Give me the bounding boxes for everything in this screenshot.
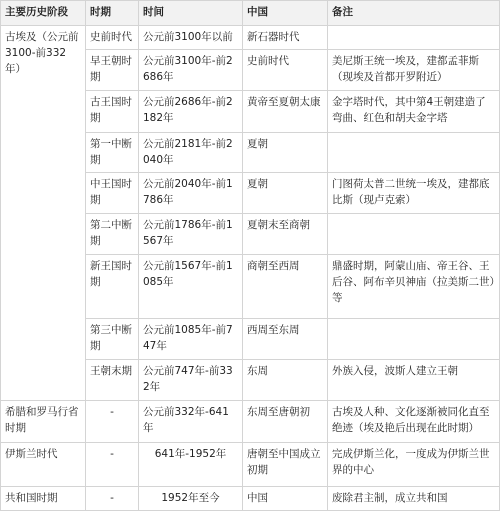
era-cell: 古埃及（公元前3100-前332年）: [1, 26, 86, 401]
period-cell: 早王朝时期: [86, 50, 139, 91]
period-cell: -: [86, 487, 139, 511]
time-cell: 公元前2040年-前1786年: [139, 173, 243, 214]
table-row: [1, 401, 500, 443]
era-cell: 伊斯兰时代: [1, 443, 86, 487]
period-cell: 史前时代: [86, 26, 139, 50]
period-cell: -: [86, 443, 139, 487]
era-cell: 希腊和罗马行省时期: [1, 401, 86, 443]
table-row: [1, 487, 500, 511]
time-cell: 公元前1786年-前1567年: [139, 214, 243, 255]
time-cell: 公元前3100年-前2686年: [139, 50, 243, 91]
time-cell: 公元前1085年-前747年: [139, 319, 243, 360]
china-cell: 中国: [243, 487, 328, 511]
header-note: 备注: [328, 1, 500, 26]
header-row: [1, 1, 500, 26]
period-cell: 王朝末期: [86, 360, 139, 401]
header-era: 主要历史阶段: [1, 1, 86, 26]
note-cell: 完成伊斯兰化，一度成为伊斯兰世界的中心: [328, 443, 500, 487]
note-cell: 鼎盛时期，阿蒙山庙、帝王谷、王后谷、阿布辛贝神庙（拉美斯二世）等: [328, 255, 500, 319]
table-row: [1, 26, 500, 50]
period-cell: -: [86, 401, 139, 443]
note-cell: 美尼斯王统一埃及，建都孟菲斯（现埃及首都开罗附近）: [328, 50, 500, 91]
time-cell: 641年-1952年: [139, 443, 243, 487]
china-cell: 新石器时代: [243, 26, 328, 50]
note-cell: 废除君主制，成立共和国: [328, 487, 500, 511]
china-cell: 西周至东周: [243, 319, 328, 360]
time-cell: 公元前747年-前332年: [139, 360, 243, 401]
period-cell: 新王国时期: [86, 255, 139, 319]
note-cell: 金字塔时代，其中第4王朝建造了弯曲、红色和胡夫金字塔: [328, 91, 500, 133]
time-cell: 公元前2181年-前2040年: [139, 133, 243, 173]
header-china: 中国: [243, 1, 328, 26]
china-cell: 夏朝: [243, 173, 328, 214]
era-cell: 共和国时期: [1, 487, 86, 511]
time-cell: 1952年至今: [139, 487, 243, 511]
time-cell: 公元前1567年-前1085年: [139, 255, 243, 319]
note-cell: [328, 133, 500, 173]
china-cell: 黄帝至夏朝太康: [243, 91, 328, 133]
table-row: [1, 443, 500, 487]
period-cell: 第一中断期: [86, 133, 139, 173]
china-cell: 东周: [243, 360, 328, 401]
china-cell: 商朝至西周: [243, 255, 328, 319]
header-time: 时间: [139, 1, 243, 26]
period-cell: 第二中断期: [86, 214, 139, 255]
china-cell: 夏朝末至商朝: [243, 214, 328, 255]
note-cell: 门图荷太普二世统一埃及，建都底比斯（现卢克索）: [328, 173, 500, 214]
china-cell: 唐朝至中国成立初期: [243, 443, 328, 487]
period-cell: 第三中断期: [86, 319, 139, 360]
period-cell: 中王国时期: [86, 173, 139, 214]
note-cell: [328, 26, 500, 50]
china-cell: 东周至唐朝初: [243, 401, 328, 443]
header-period: 时期: [86, 1, 139, 26]
period-cell: 古王国时期: [86, 91, 139, 133]
time-cell: 公元前2686年-前2182年: [139, 91, 243, 133]
china-cell: 夏朝: [243, 133, 328, 173]
time-cell: 公元前3100年以前: [139, 26, 243, 50]
note-cell: [328, 214, 500, 255]
note-cell: 外族入侵，波斯人建立王朝: [328, 360, 500, 401]
note-cell: [328, 319, 500, 360]
china-cell: 史前时代: [243, 50, 328, 91]
note-cell: 古埃及人种、文化逐渐被同化直至绝迹（埃及艳后出现在此时期）: [328, 401, 500, 443]
time-cell: 公元前332年-641年: [139, 401, 243, 443]
